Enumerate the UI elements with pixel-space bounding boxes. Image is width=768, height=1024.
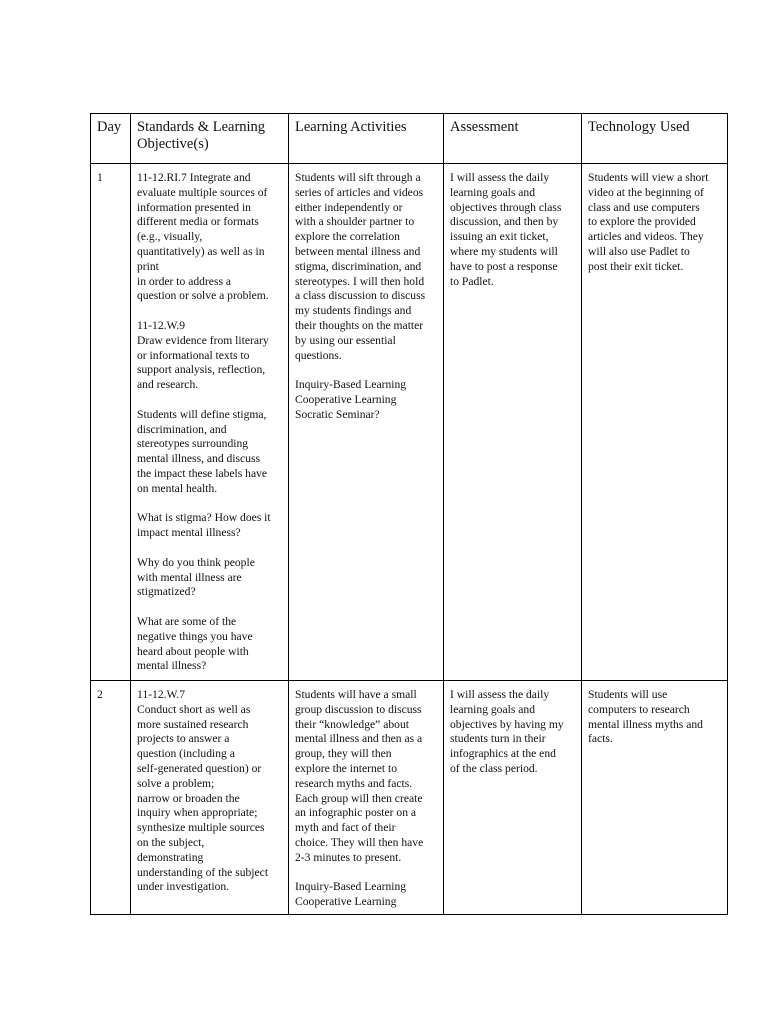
cell-paragraph: [137, 688, 283, 895]
cell-text-line: of the class period.: [450, 761, 538, 775]
cell-text-line: their thoughts on the matter: [295, 318, 424, 332]
cell-text-line: I will assess the daily: [450, 688, 550, 701]
cell-text-line: learning goals and: [450, 185, 535, 199]
cell-paragraph: [295, 378, 438, 422]
day-cell: 2: [91, 681, 131, 915]
cell-text-line: understanding of the subject: [137, 865, 269, 879]
cell-text-line: Students will have a small: [295, 688, 417, 701]
cell-text-line: Socratic Seminar?: [295, 407, 380, 421]
cell-text-line: mental illness, and discuss: [137, 452, 261, 466]
cell-text-line: explore the internet to: [295, 761, 398, 775]
cell-text-line: between mental illness and: [295, 244, 421, 258]
cell-paragraph: [450, 171, 576, 289]
cell-text-line: objectives by having my: [450, 717, 564, 731]
cell-text-line: question or solve a problem.: [137, 289, 269, 303]
cell-paragraph: [137, 408, 283, 497]
header-row: [91, 114, 728, 164]
cell-text-line: question (including a: [137, 747, 235, 761]
cell-paragraph: [588, 688, 722, 747]
cell-text-line: heard about people with: [137, 644, 249, 658]
cell-text-line: negative things you have: [137, 629, 253, 643]
cell-text-line: solve a problem;: [137, 776, 215, 790]
header-day: Day: [91, 114, 131, 164]
cell-text-line: narrow or broaden the: [137, 791, 240, 805]
cell-text-line: Inquiry-Based Learning: [295, 880, 407, 894]
cell-paragraph: [137, 171, 283, 304]
cell-text-line: stigmatized?: [137, 585, 196, 599]
cell-text-line: group, they will then: [295, 747, 392, 761]
cell-text-line: a class discussion to discuss: [295, 289, 426, 303]
cell-text-line: series of articles and videos: [295, 185, 424, 199]
cell-text-line: myth and fact of their: [295, 821, 396, 835]
cell-paragraph: [137, 556, 283, 600]
cell-paragraph: [295, 171, 438, 363]
cell-text-line: evaluate multiple sources of: [137, 185, 268, 199]
cell-text-line: facts.: [588, 732, 613, 746]
cell-text-line: Students will define stigma,: [137, 407, 267, 421]
cell-text-line: their “knowledge” about: [295, 717, 409, 731]
cell-text-line: learning goals and: [450, 702, 535, 716]
cell-text-line: objectives through class: [450, 200, 562, 214]
cell-text-line: What is stigma? How does it: [137, 511, 271, 525]
cell-text-line: synthesize multiple sources: [137, 821, 265, 835]
cell-text-line: computers to research: [588, 702, 690, 716]
cell-text-line: demonstrating: [137, 850, 204, 864]
cell-text-line: stereotypes. I will then hold: [295, 274, 425, 288]
cell-text-line: video at the beginning of: [588, 185, 704, 199]
cell-text-line: with a shoulder partner to: [295, 215, 415, 229]
lesson-plan-table: [90, 113, 728, 915]
cell-text-line: Each group will then create: [295, 791, 423, 805]
cell-text-line: under investigation.: [137, 880, 230, 894]
cell-text-line: Students will sift through a: [295, 171, 421, 184]
cell-text-line: infographics at the end: [450, 747, 556, 761]
cell-text-line: mental illness?: [137, 659, 207, 673]
cell-paragraph: [588, 171, 722, 275]
cell-text-line: mental illness and then as a: [295, 732, 423, 746]
cell-paragraph: [137, 319, 283, 393]
cell-paragraph: [295, 880, 438, 910]
cell-text-line: students turn in their: [450, 732, 546, 746]
technology-cell: [582, 164, 728, 681]
cell-text-line: Draw evidence from literary: [137, 333, 269, 347]
cell-text-line: either independently or: [295, 200, 403, 214]
cell-text-line: What are some of the: [137, 614, 237, 628]
cell-text-line: where my students will: [450, 244, 558, 258]
assessment-cell: [444, 681, 582, 915]
cell-paragraph: [450, 688, 576, 777]
header-technology-used: Technology Used: [582, 114, 728, 164]
cell-text-line: and research.: [137, 378, 199, 392]
cell-text-line: in order to address a: [137, 274, 232, 288]
cell-text-line: Students will use: [588, 688, 668, 701]
cell-text-line: articles and videos. They: [588, 230, 704, 244]
cell-text-line: choice. They will then have: [295, 835, 424, 849]
cell-text-line: impact mental illness?: [137, 526, 241, 540]
header-learning-activities: Learning Activities: [289, 114, 444, 164]
activities-cell: [289, 164, 444, 681]
cell-text-line: Students will view a short: [588, 171, 709, 184]
cell-text-line: self-generated question) or: [137, 761, 262, 775]
cell-text-line: support analysis, reflection,: [137, 363, 266, 377]
cell-text-line: projects to answer a: [137, 732, 230, 746]
cell-text-line: the impact these labels have: [137, 466, 268, 480]
cell-text-line: information presented in: [137, 200, 251, 214]
header-standards: Standards & Learning Objective(s): [131, 114, 289, 164]
cell-text-line: quantitatively) as well as in: [137, 244, 265, 258]
cell-text-line: Inquiry-Based Learning: [295, 378, 407, 392]
technology-cell: [582, 681, 728, 915]
cell-text-line: print: [137, 259, 159, 273]
cell-paragraph: [137, 615, 283, 674]
cell-text-line: mental illness myths and: [588, 717, 703, 731]
cell-text-line: my students findings and: [295, 304, 412, 318]
day-cell: 1: [91, 164, 131, 681]
cell-text-line: to explore the provided: [588, 215, 696, 229]
cell-text-line: inquiry when appropriate;: [137, 806, 258, 820]
cell-text-line: have to post a response: [450, 259, 558, 273]
cell-text-line: post their exit ticket.: [588, 259, 684, 273]
cell-text-line: stigma, discrimination, and: [295, 259, 422, 273]
cell-text-line: will also use Padlet to: [588, 244, 690, 258]
cell-text-line: or informational texts to: [137, 348, 250, 362]
cell-text-line: 2-3 minutes to present.: [295, 850, 402, 864]
cell-text-line: research myths and facts.: [295, 776, 413, 790]
cell-text-line: Why do you think people: [137, 555, 255, 569]
cell-text-line: (e.g., visually,: [137, 230, 203, 244]
cell-text-line: explore the correlation: [295, 230, 400, 244]
table-row: [91, 681, 728, 915]
activities-cell: [289, 681, 444, 915]
cell-text-line: issuing an exit ticket,: [450, 230, 549, 244]
cell-text-line: more sustained research: [137, 717, 249, 731]
cell-text-line: on mental health.: [137, 481, 218, 495]
cell-text-line: an infographic poster on a: [295, 806, 417, 820]
cell-text-line: 11-12.RI.7 Integrate and: [137, 171, 251, 184]
cell-text-line: discrimination, and: [137, 422, 227, 436]
cell-text-line: different media or formats: [137, 215, 259, 229]
assessment-cell: [444, 164, 582, 681]
cell-text-line: with mental illness are: [137, 570, 242, 584]
cell-text-line: I will assess the daily: [450, 171, 550, 184]
cell-text-line: 11-12.W.9: [137, 318, 186, 332]
cell-text-line: to Padlet.: [450, 274, 494, 288]
cell-text-line: Cooperative Learning: [295, 895, 397, 909]
header-assessment: Assessment: [444, 114, 582, 164]
standards-cell: [131, 681, 289, 915]
cell-text-line: Cooperative Learning: [295, 392, 397, 406]
cell-text-line: on the subject,: [137, 835, 205, 849]
cell-text-line: discussion, and then by: [450, 215, 559, 229]
cell-paragraph: [295, 688, 438, 866]
cell-text-line: 11-12.W.7: [137, 688, 186, 701]
cell-text-line: by using our essential: [295, 333, 396, 347]
cell-text-line: group discussion to discuss: [295, 702, 422, 716]
cell-text-line: stereotypes surrounding: [137, 437, 249, 451]
cell-paragraph: [137, 511, 283, 541]
standards-cell: [131, 164, 289, 681]
cell-text-line: class and use computers: [588, 200, 700, 214]
cell-text-line: questions.: [295, 348, 342, 362]
cell-text-line: Conduct short as well as: [137, 702, 251, 716]
table-row: [91, 164, 728, 681]
